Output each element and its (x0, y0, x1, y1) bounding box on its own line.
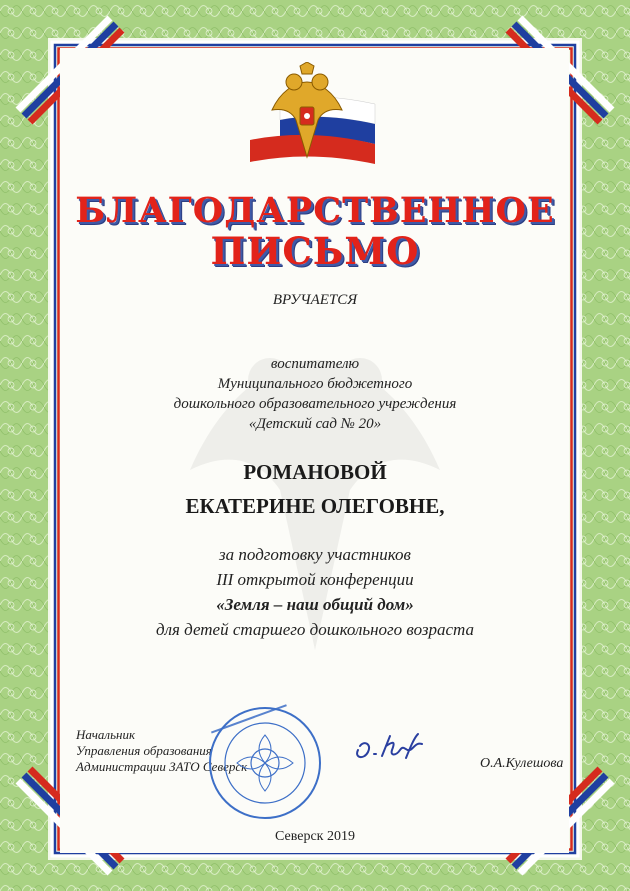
recipient-role-line4: «Детский сад № 20» (248, 416, 382, 432)
signatory-name: О.А.Кулешова (480, 756, 564, 771)
place-and-year: Северск 2019 (275, 829, 355, 844)
recipient-role-line3: дошкольного образовательного учреждения (173, 396, 457, 412)
recipient-role-line2: Муниципального бюджетного (217, 376, 413, 392)
recipient-role-line1: воспитателю (270, 356, 360, 372)
reason-line2: III открытой конференции (216, 570, 414, 589)
reason-line4: для детей старшего дошкольного возраста (155, 620, 475, 639)
certificate-title-line1: БЛАГОДАРСТВЕННОЕ (75, 190, 555, 231)
signature-icon (352, 728, 432, 768)
signatory-position-line3: Администрации ЗАТО Северск (76, 759, 248, 774)
recipient-surname: РОМАНОВОЙ (243, 460, 387, 484)
signatory-position-line1: Начальник (76, 727, 136, 742)
reason-conference-name: «Земля – наш общий дом» (216, 595, 414, 614)
official-stamp-icon (205, 703, 325, 823)
double-headed-eagle-emblem-icon (250, 62, 380, 172)
signatory-position-line2: Управления образования (76, 743, 212, 758)
intro-text: ВРУЧАЕТСЯ (272, 292, 358, 308)
reason-line1: за подготовку участников (219, 545, 411, 564)
certificate-title-line2: ПИСЬМО (210, 229, 420, 273)
recipient-given-names: ЕКАТЕРИНЕ ОЛЕГОВНЕ, (185, 494, 445, 518)
